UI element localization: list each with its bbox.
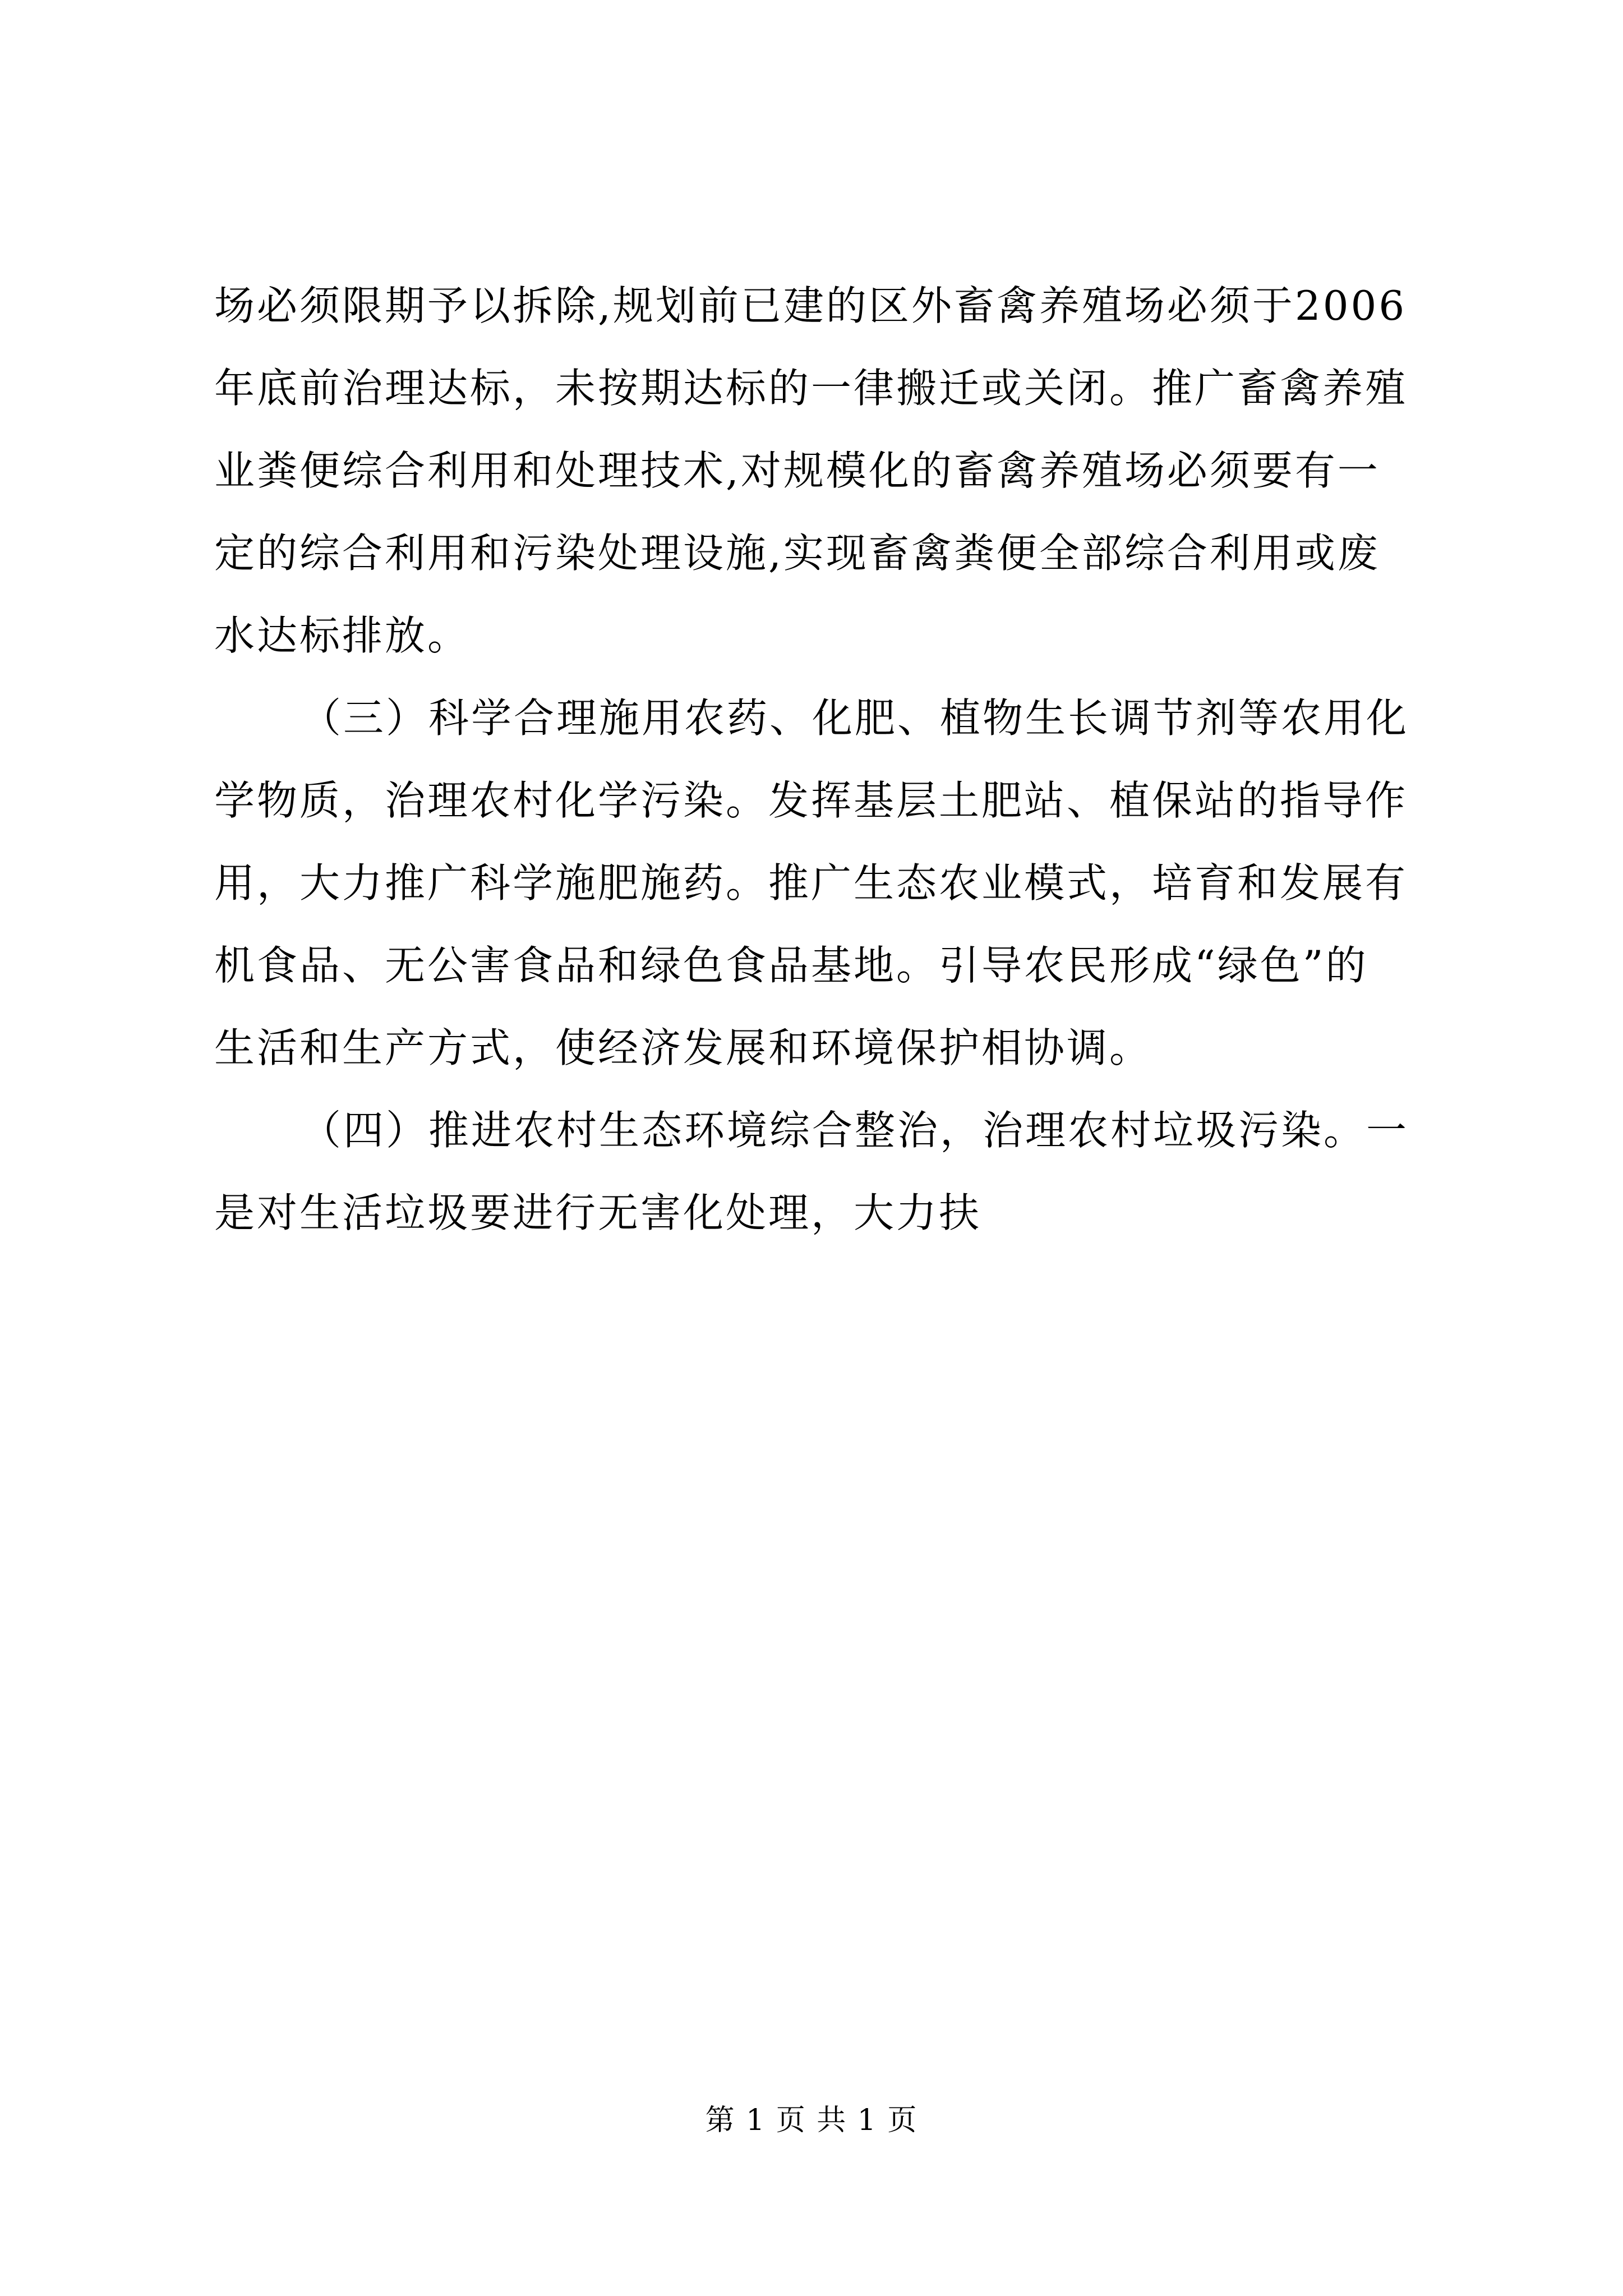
paragraph-2: [214, 677, 1426, 1089]
text-line: 生活和生产方式，使经济发展和环境保护相协调。: [214, 1024, 1152, 1071]
text-line: 学物质，治理农村化学污染。发挥基层土肥站、植保站的指导作: [214, 777, 1408, 824]
page-footer: 第 1 页 共 1 页: [705, 2104, 918, 2137]
paragraph-3: [214, 1089, 1426, 1254]
text-line: 定的综合利用和污染处理设施,实现畜禽粪便全部综合利用或废: [214, 530, 1380, 577]
text-line: （三）科学合理施用农药、化肥、植物生长调节剂等农用化: [301, 694, 1409, 742]
text-line: 场必须限期予以拆除,规划前已建的区外畜禽养殖场必须于2006: [214, 282, 1407, 329]
text-line: 水达标排放。: [214, 612, 471, 659]
paragraph-1: [214, 265, 1426, 677]
text-line: 是对生活垃圾要进行无害化处理，大力扶: [214, 1189, 982, 1236]
text-line: （四）推进农村生态环境综合整治，治理农村垃圾污染。一: [301, 1107, 1409, 1154]
text-line: 机食品、无公害食品和绿色食品基地。引导农民形成“绿色”的: [214, 942, 1368, 989]
text-line: 业粪便综合利用和处理技术,对规模化的畜禽养殖场必须要有一: [214, 447, 1380, 494]
text-line: 用，大力推广科学施肥施药。推广生态农业模式，培育和发展有: [214, 859, 1408, 907]
document-body: [214, 265, 1426, 1254]
text-line: 年底前治理达标，未按期达标的一律搬迁或关闭。推广畜禽养殖: [214, 365, 1408, 412]
